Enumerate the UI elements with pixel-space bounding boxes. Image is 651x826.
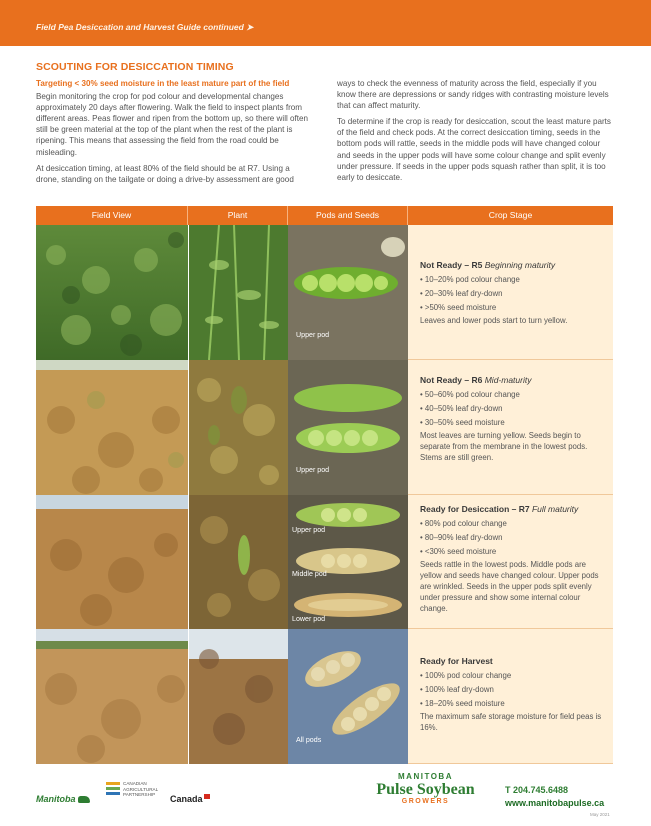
header-pods-seeds: Pods and Seeds xyxy=(288,206,408,225)
field-view-photo xyxy=(36,225,188,360)
header-field-view: Field View xyxy=(36,206,188,225)
section-title: SCOUTING FOR DESICCATION TIMING xyxy=(36,61,234,73)
plant-photo xyxy=(189,629,288,764)
mp-logo-bottom: GROWERS xyxy=(401,798,450,805)
header-bar xyxy=(0,0,651,46)
intro-subhead: Targeting < 30% seed moisture in the least mature part of the field xyxy=(36,79,290,88)
stage-bullet: • 100% leaf dry-down xyxy=(420,684,494,694)
pods-seeds-photo xyxy=(288,225,408,360)
table-row xyxy=(36,495,613,629)
stage-name: Not Ready – R6 Mid-maturity xyxy=(420,375,532,385)
website-link[interactable]: www.manitobapulse.ca xyxy=(505,798,605,808)
pod-label: Upper pod xyxy=(296,466,330,474)
field-view-photo xyxy=(36,495,188,629)
plant-image xyxy=(189,225,288,360)
pods-seeds-photo xyxy=(288,360,408,495)
field-view-photo xyxy=(36,360,188,495)
header-crop-stage: Crop Stage xyxy=(488,210,533,220)
stage-bullet: • 80% pod colour change xyxy=(420,519,507,528)
cap-text: CANADIAN AGRICULTURAL PARTNERSHIP xyxy=(123,781,159,798)
table-row xyxy=(36,629,613,764)
field-view-image xyxy=(36,225,188,360)
field-view-photo xyxy=(36,629,188,764)
pod-label: Middle pod xyxy=(292,570,327,578)
stage-bullet: • 100% pod colour change xyxy=(420,671,512,680)
bison-icon xyxy=(78,796,90,803)
manitoba-pulse-logo xyxy=(358,772,493,805)
stage-bullet: • 20–30% leaf dry-down xyxy=(420,288,503,298)
header-plant: Plant xyxy=(188,206,288,225)
stage-name: Ready for Harvest xyxy=(420,656,493,666)
plant-image xyxy=(189,360,288,495)
pod-image xyxy=(288,360,408,495)
crop-stage-cell xyxy=(408,629,613,764)
crop-stage-cell xyxy=(408,495,613,629)
intro-paragraph-4: To determine if the crop is ready for desiccation, scout the least mature parts of the field and check pods. At the correct desiccation timing, seeds in the bottom pods will rattle, seeds in the middle pods will have changed colour and seeds in the upper pods will have some colour change and split evenly under pressure. If seeds in the upper pods squash rather than split, it is too early to desiccate. xyxy=(337,117,611,182)
mp-logo-main: Pulse Soybean xyxy=(376,781,475,798)
stage-bullet: • 10–20% pod colour change xyxy=(420,275,520,284)
pod-image xyxy=(288,495,408,629)
pod-label: All pods xyxy=(296,736,322,744)
intro-right-column xyxy=(337,78,614,188)
stage-description: The maximum safe storage moisture for field peas is 16%. xyxy=(420,712,602,733)
pod-label: Lower pod xyxy=(292,615,326,623)
plant-photo xyxy=(189,360,288,495)
field-view-image xyxy=(36,629,188,764)
table-row xyxy=(36,360,613,495)
table-row xyxy=(36,225,613,360)
plant-image xyxy=(189,629,288,764)
crop-stage-cell xyxy=(408,360,613,495)
intro-paragraph-2: At desiccation timing, at least 80% of the field should be at R7. Using a drone, standing on the tailgate or doing a drive-by assessment are good xyxy=(36,163,294,184)
footer xyxy=(0,770,651,826)
stage-bullet: • 30–50% seed moisture xyxy=(420,417,505,427)
date-stamp: May 2021 xyxy=(590,812,610,817)
phone-number: T 204.745.6488 xyxy=(505,785,569,795)
plant-image xyxy=(189,495,288,629)
plant-photo xyxy=(189,225,288,360)
pods-seeds-photo xyxy=(288,629,408,764)
mp-logo-top: MANITOBA xyxy=(398,772,453,781)
field-view-image xyxy=(36,360,188,495)
table-header xyxy=(36,206,613,225)
plant-photo xyxy=(189,495,288,629)
scouting-table xyxy=(36,206,613,764)
stage-bullet: • >50% seed moisture xyxy=(420,302,497,312)
stage-bullet: • 40–50% leaf dry-down xyxy=(420,403,503,413)
stage-description: Leaves and lower pods start to turn yellow. xyxy=(420,316,568,326)
pod-label: Upper pod xyxy=(292,526,326,534)
stage-bullet: • 18–20% seed moisture xyxy=(420,698,505,708)
stage-name: Ready for Desiccation – R7 Full maturity xyxy=(420,504,579,514)
stage-name: Not Ready – R5 Beginning maturity xyxy=(420,260,556,270)
stage-bullet: • <30% seed moisture xyxy=(420,546,497,556)
canada-wordmark: Canada xyxy=(170,794,210,804)
intro-paragraph-1: Begin monitoring the crop for pod colour and developmental changes approximately 20 days after flowering. Walk the field to inspect plants from different areas. Peas flower and ripen from the bottom up, so there will often still be green material at the top of the plant when the rest of the plant is ripening. This means that assessing the field from the road could be misleading. xyxy=(36,92,309,157)
intro-paragraph-3: ways to check the evenness of maturity across the field, especially if you know there are depressions or sandy ridges with contrasting moisture levels that can affect maturity. xyxy=(337,79,609,111)
breadcrumb: Field Pea Desiccation and Harvest Guide continued ➤ xyxy=(36,22,254,32)
flag-icon xyxy=(204,794,210,799)
stage-description: Most leaves are turning yellow. Seeds begin to separate from the membrane in the lowest pods. Stems are still green. xyxy=(420,431,588,463)
pod-label: Upper pod xyxy=(296,331,330,339)
manitoba-logo: Manitoba xyxy=(36,794,90,804)
intro-left-column xyxy=(36,78,314,190)
stage-bullet: • 50–60% pod colour change xyxy=(420,390,520,399)
pods-seeds-photo xyxy=(288,495,408,629)
contact-block xyxy=(505,784,604,810)
stage-description: Seeds rattle in the lowest pods. Middle pods are yellow and seeds have changed colour. Upper pods are wrinkled. Seeds in the upper pods split evenly under pressure and show some internal colour change. xyxy=(420,560,599,614)
stage-bullet: • 80–90% leaf dry-down xyxy=(420,532,503,542)
pod-image xyxy=(288,225,408,360)
field-view-image xyxy=(36,495,188,629)
cap-stripes-icon xyxy=(106,780,120,798)
crop-stage-cell xyxy=(408,225,613,360)
